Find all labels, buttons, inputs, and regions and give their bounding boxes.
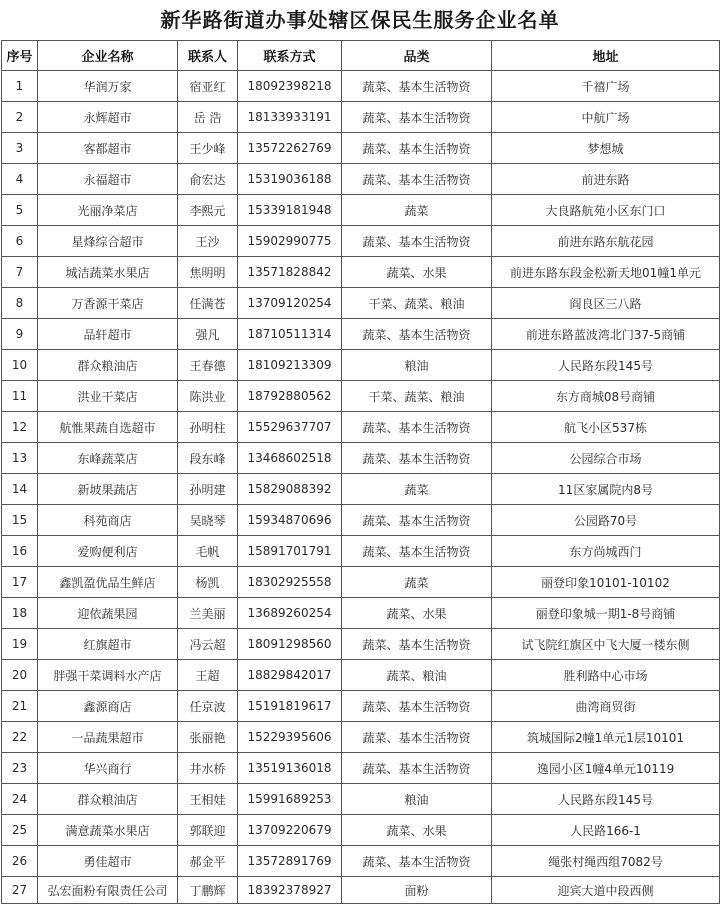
row-index: 24: [2, 784, 38, 815]
company-name: 星烽综合超市: [38, 226, 178, 257]
category: 蔬菜、基本生活物资: [342, 319, 492, 350]
table-header-row: [2, 41, 720, 71]
company-name: 航惟果蔬自选超市: [38, 412, 178, 443]
contact-phone: 15829088392: [238, 474, 342, 505]
contact-phone: 13572891769: [238, 846, 342, 877]
address: 前进东路蓝波湾北门37-5商铺: [492, 319, 720, 350]
contact-person: 王沙: [178, 226, 238, 257]
row-index: 10: [2, 350, 38, 381]
category: 粮油: [342, 350, 492, 381]
contact-phone: 13571828842: [238, 257, 342, 288]
category: 面粉: [342, 877, 492, 904]
contact-person: 岳 浩: [178, 102, 238, 133]
row-index: 17: [2, 567, 38, 598]
contact-phone: 15191819617: [238, 691, 342, 722]
category: 蔬菜、基本生活物资: [342, 71, 492, 102]
company-name: 一品蔬果超市: [38, 722, 178, 753]
address: 阎良区三八路: [492, 288, 720, 319]
header-index: 序号: [2, 41, 38, 71]
address: 前进东路: [492, 164, 720, 195]
contact-phone: 18109213309: [238, 350, 342, 381]
category: 蔬菜、基本生活物资: [342, 443, 492, 474]
contact-person: 宿亚红: [178, 71, 238, 102]
contact-person: 孙明柱: [178, 412, 238, 443]
company-name: 东峰蔬菜店: [38, 443, 178, 474]
company-name: 鑫凯盈优品生鲜店: [38, 567, 178, 598]
category: 蔬菜: [342, 195, 492, 226]
contact-person: 任满苍: [178, 288, 238, 319]
address: 中航广场: [492, 102, 720, 133]
company-name: 万香源干菜店: [38, 288, 178, 319]
category: 蔬菜、基本生活物资: [342, 102, 492, 133]
address: 人民路166-1: [492, 815, 720, 846]
table-row: [2, 505, 720, 536]
table-row: [2, 319, 720, 350]
contact-person: 杨凯: [178, 567, 238, 598]
company-name: 科苑商店: [38, 505, 178, 536]
company-name: 新坡果蔬店: [38, 474, 178, 505]
address: 东方商城08号商铺: [492, 381, 720, 412]
table-row: [2, 164, 720, 195]
address: 前进东路东段金松新天地01幢1单元: [492, 257, 720, 288]
contact-phone: 15319036188: [238, 164, 342, 195]
company-name: 红旗超市: [38, 629, 178, 660]
contact-phone: 13519136018: [238, 753, 342, 784]
address: 试飞院红旗区中飞大厦一楼东侧: [492, 629, 720, 660]
row-index: 8: [2, 288, 38, 319]
contact-person: 李熙元: [178, 195, 238, 226]
category: 蔬菜: [342, 567, 492, 598]
company-name: 永辉超市: [38, 102, 178, 133]
row-index: 1: [2, 71, 38, 102]
row-index: 26: [2, 846, 38, 877]
category: 蔬菜、基本生活物资: [342, 691, 492, 722]
address: 公园路70号: [492, 505, 720, 536]
category: 蔬菜、基本生活物资: [342, 505, 492, 536]
company-name: 群众粮油店: [38, 784, 178, 815]
table-row: [2, 567, 720, 598]
address: 11区家属院内8号: [492, 474, 720, 505]
address: 人民路东段145号: [492, 350, 720, 381]
contact-phone: 15339181948: [238, 195, 342, 226]
table-row: [2, 722, 720, 753]
row-index: 15: [2, 505, 38, 536]
address: 大良路航苑小区东门口: [492, 195, 720, 226]
contact-person: 郝金平: [178, 846, 238, 877]
contact-person: 俞宏达: [178, 164, 238, 195]
header-phone: 联系方式: [238, 41, 342, 71]
category: 蔬菜、基本生活物资: [342, 226, 492, 257]
row-index: 11: [2, 381, 38, 412]
contact-person: 陈洪业: [178, 381, 238, 412]
contact-phone: 15934870696: [238, 505, 342, 536]
row-index: 23: [2, 753, 38, 784]
row-index: 14: [2, 474, 38, 505]
table-row: [2, 102, 720, 133]
contact-person: 井水桥: [178, 753, 238, 784]
contact-phone: 13709120254: [238, 288, 342, 319]
row-index: 21: [2, 691, 38, 722]
contact-phone: 18302925558: [238, 567, 342, 598]
row-index: 7: [2, 257, 38, 288]
table-row: [2, 877, 720, 904]
contact-person: 吴晓琴: [178, 505, 238, 536]
table-row: [2, 133, 720, 164]
contact-phone: 18091298560: [238, 629, 342, 660]
table-row: [2, 257, 720, 288]
contact-phone: 13709220679: [238, 815, 342, 846]
header-address: 地址: [492, 41, 720, 71]
contact-phone: 18792880562: [238, 381, 342, 412]
contact-phone: 15902990775: [238, 226, 342, 257]
company-name: 客都超市: [38, 133, 178, 164]
table-row: [2, 536, 720, 567]
header-company: 企业名称: [38, 41, 178, 71]
contact-phone: 13468602518: [238, 443, 342, 474]
header-contact: 联系人: [178, 41, 238, 71]
contact-person: 张丽艳: [178, 722, 238, 753]
header-category: 品类: [342, 41, 492, 71]
table-row: [2, 226, 720, 257]
company-name: 品轩超市: [38, 319, 178, 350]
company-name: 胖强干菜调料水产店: [38, 660, 178, 691]
row-index: 3: [2, 133, 38, 164]
category: 蔬菜、基本生活物资: [342, 846, 492, 877]
company-name: 迎依蔬果园: [38, 598, 178, 629]
row-index: 2: [2, 102, 38, 133]
table-row: [2, 71, 720, 102]
enterprise-table: [1, 40, 720, 904]
company-name: 华兴商行: [38, 753, 178, 784]
table-row: [2, 846, 720, 877]
row-index: 25: [2, 815, 38, 846]
row-index: 5: [2, 195, 38, 226]
contact-person: 冯云超: [178, 629, 238, 660]
contact-phone: 18829842017: [238, 660, 342, 691]
contact-person: 任京波: [178, 691, 238, 722]
contact-phone: 13689260254: [238, 598, 342, 629]
row-index: 16: [2, 536, 38, 567]
contact-phone: 18133933191: [238, 102, 342, 133]
document-title: 新华路街道办事处辖区保民生服务企业名单: [160, 8, 560, 32]
table-row: [2, 474, 720, 505]
company-name: 群众粮油店: [38, 350, 178, 381]
row-index: 20: [2, 660, 38, 691]
table-row: [2, 660, 720, 691]
address: 东方尚城西门: [492, 536, 720, 567]
table-row: [2, 815, 720, 846]
category: 蔬菜、水果: [342, 598, 492, 629]
row-index: 9: [2, 319, 38, 350]
row-index: 13: [2, 443, 38, 474]
row-index: 19: [2, 629, 38, 660]
company-name: 爱购便利店: [38, 536, 178, 567]
contact-person: 段东峰: [178, 443, 238, 474]
company-name: 永福超市: [38, 164, 178, 195]
address: 迎宾大道中段西侧: [492, 877, 720, 904]
table-row: [2, 412, 720, 443]
company-name: 勇佳超市: [38, 846, 178, 877]
category: 蔬菜、粮油: [342, 660, 492, 691]
contact-person: 强凡: [178, 319, 238, 350]
category: 蔬菜、基本生活物资: [342, 722, 492, 753]
category: 蔬菜、水果: [342, 815, 492, 846]
category: 粮油: [342, 784, 492, 815]
company-name: 光丽净菜店: [38, 195, 178, 226]
category: 蔬菜、基本生活物资: [342, 412, 492, 443]
address: 逸园小区1幢4单元10119: [492, 753, 720, 784]
contact-phone: 15229395606: [238, 722, 342, 753]
contact-person: 王春德: [178, 350, 238, 381]
table-row: [2, 598, 720, 629]
category: 干菜、蔬菜、粮油: [342, 288, 492, 319]
address: 绳张村绳西组7082号: [492, 846, 720, 877]
contact-person: 孙明建: [178, 474, 238, 505]
contact-phone: 18710511314: [238, 319, 342, 350]
contact-person: 丁鹏辉: [178, 877, 238, 904]
contact-phone: 15891701791: [238, 536, 342, 567]
company-name: 满意蔬菜水果店: [38, 815, 178, 846]
category: 蔬菜、基本生活物资: [342, 629, 492, 660]
address: 梦想城: [492, 133, 720, 164]
address: 胜利路中心市场: [492, 660, 720, 691]
category: 蔬菜、基本生活物资: [342, 164, 492, 195]
address: 千禧广场: [492, 71, 720, 102]
address: 丽登印象10101-10102: [492, 567, 720, 598]
category: 蔬菜、基本生活物资: [342, 753, 492, 784]
category: 干菜、蔬菜、粮油: [342, 381, 492, 412]
category: 蔬菜、水果: [342, 257, 492, 288]
row-index: 18: [2, 598, 38, 629]
row-index: 27: [2, 877, 38, 904]
contact-phone: 18392378927: [238, 877, 342, 904]
contact-phone: 15991689253: [238, 784, 342, 815]
table-row: [2, 381, 720, 412]
table-row: [2, 753, 720, 784]
contact-person: 焦明明: [178, 257, 238, 288]
table-row: [2, 629, 720, 660]
address: 丽登印象城一期1-8号商铺: [492, 598, 720, 629]
address: 人民路东段145号: [492, 784, 720, 815]
table-row: [2, 195, 720, 226]
category: 蔬菜: [342, 474, 492, 505]
contact-phone: 15529637707: [238, 412, 342, 443]
table-body: [2, 71, 720, 904]
table-row: [2, 350, 720, 381]
row-index: 12: [2, 412, 38, 443]
table-row: [2, 443, 720, 474]
row-index: 6: [2, 226, 38, 257]
row-index: 22: [2, 722, 38, 753]
contact-person: 兰美丽: [178, 598, 238, 629]
contact-person: 王少峰: [178, 133, 238, 164]
company-name: 华润万家: [38, 71, 178, 102]
contact-phone: 13572262769: [238, 133, 342, 164]
contact-person: 郭联迎: [178, 815, 238, 846]
contact-person: 毛帆: [178, 536, 238, 567]
row-index: 4: [2, 164, 38, 195]
contact-person: 王相娃: [178, 784, 238, 815]
company-name: 城洁蔬菜水果店: [38, 257, 178, 288]
address: 航飞小区537栋: [492, 412, 720, 443]
table-row: [2, 691, 720, 722]
address: 曲湾商贸街: [492, 691, 720, 722]
company-name: 弘宏面粉有限责任公司: [38, 877, 178, 904]
category: 蔬菜、基本生活物资: [342, 133, 492, 164]
company-name: 鑫源商店: [38, 691, 178, 722]
address: 前进东路东航花园: [492, 226, 720, 257]
contact-phone: 18092398218: [238, 71, 342, 102]
contact-person: 王超: [178, 660, 238, 691]
address: 筑城国际2幢1单元1层10101: [492, 722, 720, 753]
address: 公园综合市场: [492, 443, 720, 474]
table-row: [2, 784, 720, 815]
company-name: 洪业干菜店: [38, 381, 178, 412]
table-row: [2, 288, 720, 319]
category: 蔬菜、基本生活物资: [342, 536, 492, 567]
